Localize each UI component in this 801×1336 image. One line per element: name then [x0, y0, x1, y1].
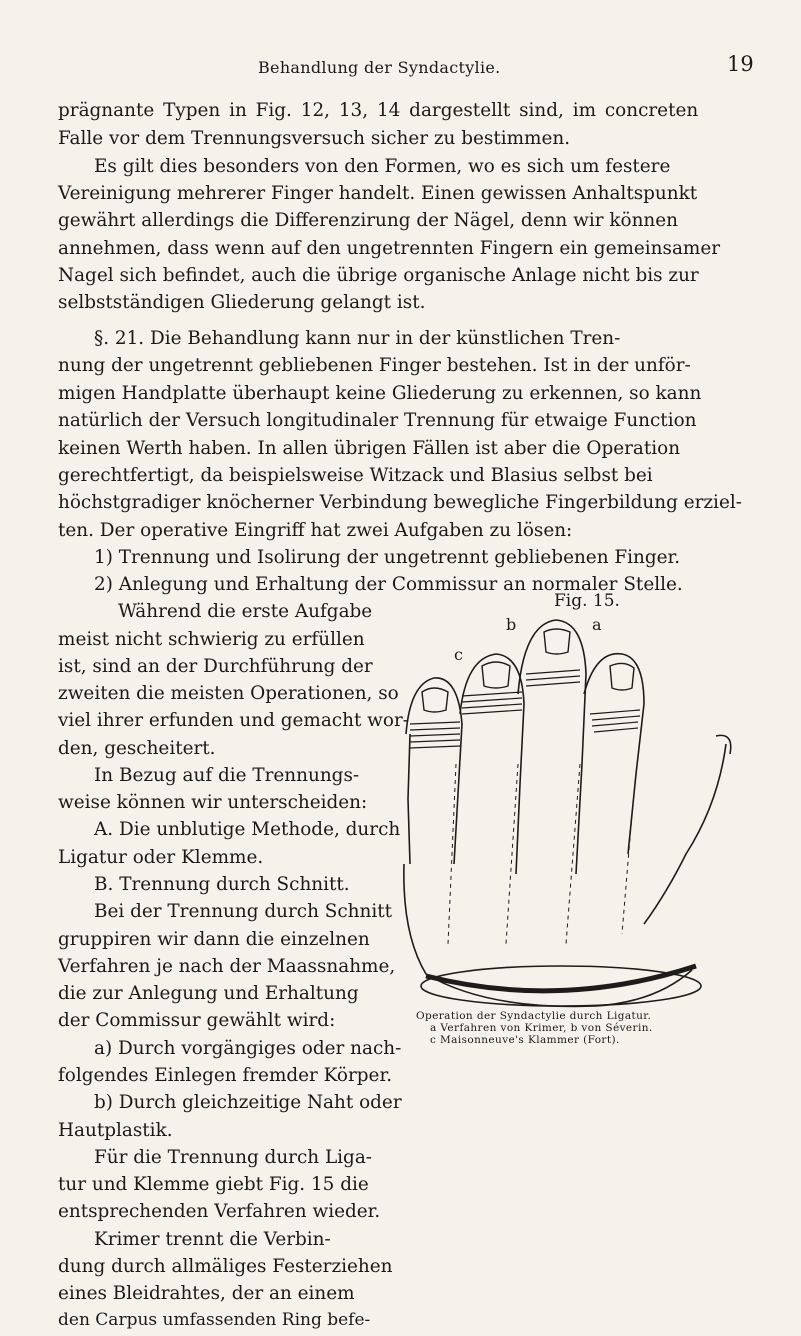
text-line-27: A. Die unblutige Methode, durch: [94, 819, 401, 840]
running-title: Behandlung der Syndactylie.: [258, 58, 501, 77]
text-line-37: b) Durch gleichzeitige Naht oder: [94, 1092, 402, 1113]
figure-caption-line-2: a Verfahren von Krimer, b von Séverin.: [430, 1022, 653, 1034]
text-line-29: B. Trennung durch Schnitt.: [94, 874, 350, 895]
text-line-19: Während die erste Aufgabe: [118, 601, 373, 622]
figure-label: Fig. 15.: [554, 591, 620, 611]
text-line-41: entsprechenden Verfahren wieder.: [58, 1201, 381, 1222]
text-line-21: ist, sind an der Durchführung der: [58, 656, 373, 677]
text-line-35: a) Durch vorgängiges oder nach-: [94, 1038, 402, 1059]
figure-letter-c: c: [454, 645, 463, 664]
text-line-11: migen Handplatte überhaupt keine Gliederung zu erkennen, so kann: [58, 383, 702, 404]
text-line-43: dung durch allmäliges Festerziehen: [58, 1256, 393, 1277]
text-line-3: Es gilt dies besonders von den Formen, wo es sich um festere: [94, 156, 671, 177]
text-line-13: keinen Werth haben. In allen übrigen Fällen ist aber die Operation: [58, 438, 681, 459]
text-line-4: Vereinigung mehrerer Finger handelt. Einen gewissen Anhaltspunkt: [58, 183, 698, 204]
syndactyly-ligature-illustration: [396, 614, 736, 1010]
text-line-15: höchstgradiger knöcherner Verbindung bewegliche Fingerbildung erziel-: [58, 492, 742, 513]
text-line-34: der Commissur gewählt wird:: [58, 1010, 336, 1031]
text-line-1: prägnante Typen in Fig. 12, 13, 14 dargestellt sind, im concreten: [58, 100, 699, 121]
text-line-42: Krimer trennt die Verbin-: [94, 1229, 331, 1250]
text-line-44: eines Bleidrahtes, der an einem: [58, 1283, 355, 1304]
figure-letter-b: b: [506, 615, 517, 634]
text-line-31: gruppiren wir dann die einzelnen: [58, 929, 370, 950]
text-line-16: ten. Der operative Eingriff hat zwei Aufgaben zu lösen:: [58, 520, 573, 541]
text-line-5: gewährt allerdings die Differenzirung der Nägel, denn wir können: [58, 210, 679, 231]
text-line-22: zweiten die meisten Operationen, so: [58, 683, 399, 704]
text-line-28: Ligatur oder Klemme.: [58, 847, 264, 868]
text-line-25: In Bezug auf die Trennungs-: [94, 765, 360, 786]
text-line-10: nung der ungetrennt gebliebenen Finger bestehen. Ist in der unför-: [58, 355, 691, 376]
text-line-38: Hautplastik.: [58, 1120, 173, 1141]
text-line-24: den, gescheitert.: [58, 738, 216, 759]
text-line-33: die zur Anlegung und Erhaltung: [58, 983, 359, 1004]
text-line-39: Für die Trennung durch Liga-: [94, 1147, 373, 1168]
text-line-7: Nagel sich befindet, auch die übrige organische Anlage nicht bis zur: [58, 265, 699, 286]
text-line-40: tur und Klemme giebt Fig. 15 die: [58, 1174, 369, 1195]
figure-caption-line-1: Operation der Syndactylie durch Ligatur.: [416, 1010, 652, 1022]
text-line-6: annehmen, dass wenn auf den ungetrennten Fingern ein gemeinsamer: [58, 238, 721, 259]
text-line-30: Bei der Trennung durch Schnitt: [94, 901, 393, 922]
text-line-45: den Carpus umfassenden Ring befe-: [58, 1310, 371, 1330]
page-number: 19: [727, 52, 754, 76]
text-line-12: natürlich der Versuch longitudinaler Trennung für etwaige Function: [58, 410, 697, 431]
text-line-2: Falle vor dem Trennungsversuch sicher zu bestimmen.: [58, 128, 571, 149]
text-line-23: viel ihrer erfunden und gemacht wor-: [58, 710, 410, 731]
text-line-14: gerechtfertigt, da beispielsweise Witzack und Blasius selbst bei: [58, 465, 653, 486]
section-heading-line: §. 21. Die Behandlung kann nur in der künstlichen Tren-: [94, 328, 621, 349]
text-line-26: weise können wir unterscheiden:: [58, 792, 368, 813]
figure-letter-a: a: [592, 615, 602, 634]
text-line-8: selbstständigen Gliederung gelangt ist.: [58, 292, 426, 313]
text-line-32: Verfahren je nach der Maassnahme,: [58, 956, 396, 977]
text-line-36: folgendes Einlegen fremder Körper.: [58, 1065, 393, 1086]
figure-caption-line-3: c Maisonneuve's Klammer (Fort).: [430, 1034, 620, 1046]
text-line-18: 2) Anlegung und Erhaltung der Commissur an normaler Stelle.: [94, 574, 683, 595]
text-line-20: meist nicht schwierig zu erfüllen: [58, 629, 365, 650]
text-line-17: 1) Trennung und Isolirung der ungetrennt gebliebenen Finger.: [94, 547, 681, 568]
